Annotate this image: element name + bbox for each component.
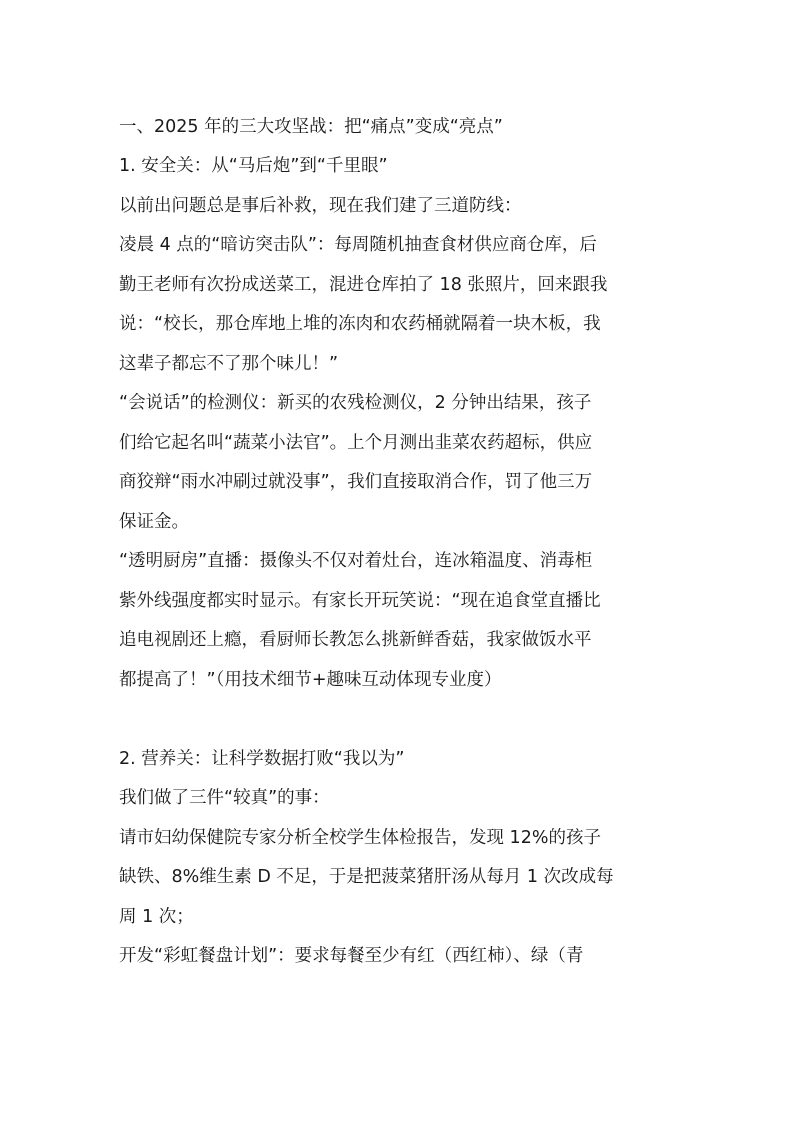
paragraph-line: 凌晨 4 点的“暗访突击队”：每周随机抽查食材供应商仓库，后	[119, 235, 597, 255]
paragraph-line: 都提高了！”（用技术细节+趣味互动体现专业度）	[119, 670, 502, 690]
paragraph-line: 勤王老师有次扮成送菜工，混进仓库拍了 18 张照片，回来跟我	[119, 275, 608, 295]
paragraph-line: “透明厨房”直播：摄像头不仅对着灶台，连冰箱温度、消毒柜	[119, 551, 593, 571]
paragraph-line: 以前出问题总是事后补救，现在我们建了三道防线：	[119, 196, 522, 216]
paragraph-line: 周 1 次；	[119, 907, 194, 927]
paragraph-line: 商狡辩“雨水冲刷过就没事”，我们直接取消合作，罚了他三万	[119, 472, 593, 492]
paragraph-line: 保证金。	[119, 512, 189, 532]
section-heading: 一、2025 年的三大攻坚战：把“痛点”变成“亮点”	[119, 117, 503, 137]
paragraph-line: 说：“校长，那仓库地上堆的冻肉和农药桶就隔着一块木板，我	[119, 314, 601, 334]
paragraph-line: 我们做了三件“较真”的事：	[119, 788, 330, 808]
paragraph-line: 这辈子都忘不了那个味儿！”	[119, 354, 339, 374]
paragraph-line: 请市妇幼保健院专家分析全校学生体检报告，发现 12%的孩子	[119, 828, 601, 848]
paragraph-line: “会说话”的检测仪：新买的农残检测仪，2 分钟出结果，孩子	[119, 393, 592, 413]
subsection-heading-nutrition: 2. 营养关：让科学数据打败“我以为”	[119, 749, 405, 769]
paragraph-line: 们给它起名叫“蔬菜小法官”。上个月测出韭菜农药超标，供应	[119, 433, 593, 453]
paragraph-line: 追电视剧还上瘾，看厨师长教怎么挑新鲜香菇，我家做饭水平	[119, 630, 592, 650]
subsection-heading-safety: 1. 安全关：从“马后炮”到“千里眼”	[119, 156, 388, 176]
paragraph-line: 开发“彩虹餐盘计划”：要求每餐至少有红（西红柿）、绿（青	[119, 946, 584, 966]
paragraph-line: 缺铁、8%维生素 D 不足，于是把菠菜猪肝汤从每月 1 次改成每	[119, 867, 614, 887]
paragraph-line: 紫外线强度都实时显示。有家长开玩笑说：“现在追食堂直播比	[119, 591, 601, 611]
